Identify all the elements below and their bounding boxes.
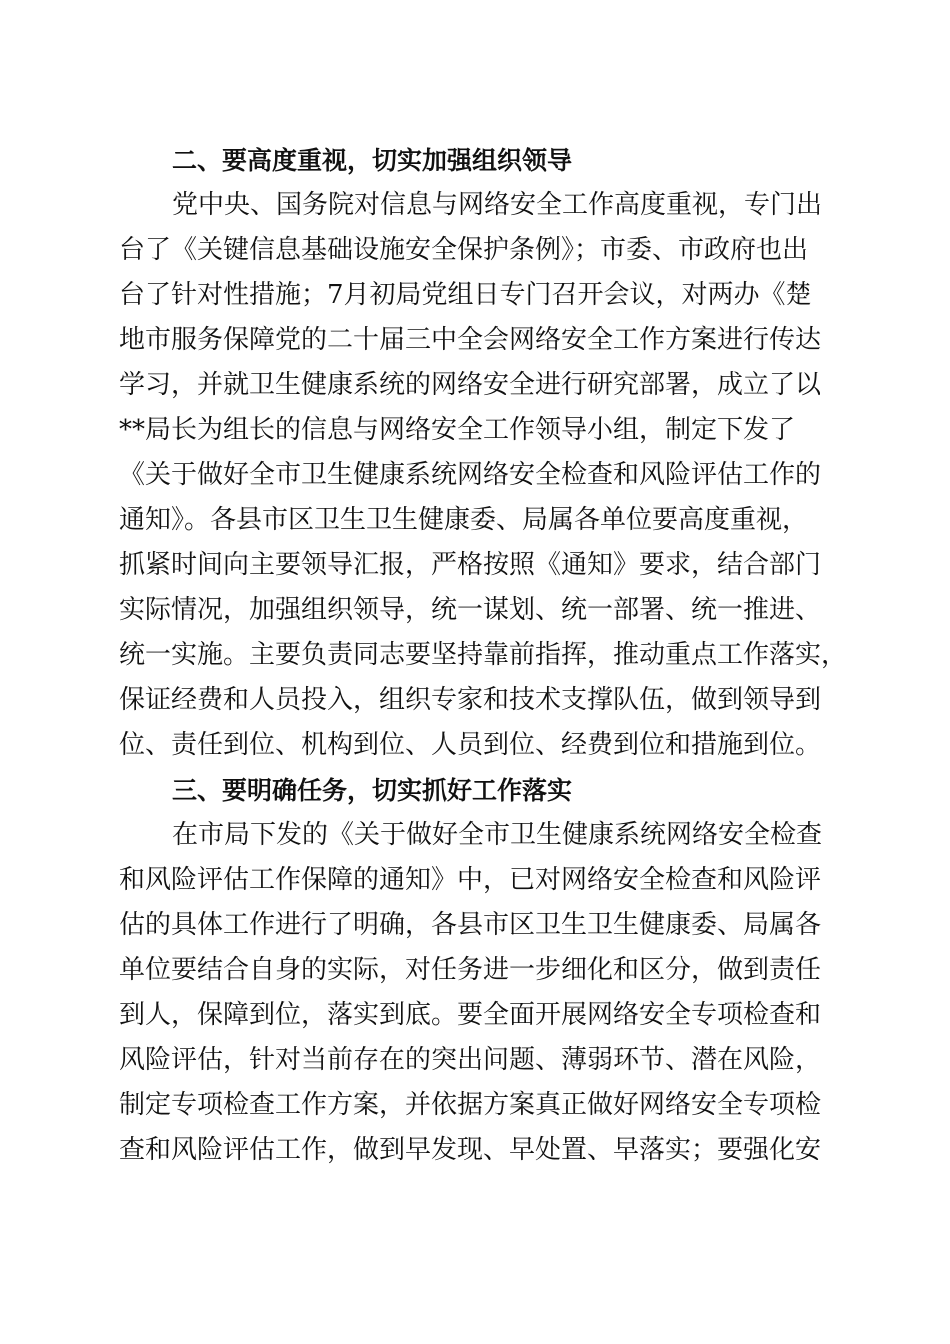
paragraph-line: 位、责任到位、机构到位、人员到位、经费到位和措施到位。: [119, 730, 822, 760]
paragraph-line: 实际情况，加强组织领导，统一谋划、统一部署、统一推进、: [119, 595, 822, 625]
paragraph-line: 党中央、国务院对信息与网络安全工作高度重视，专门出: [172, 190, 823, 220]
paragraph-line: 和风险评估工作保障的通知》中，已对网络安全检查和风险评: [119, 865, 822, 895]
paragraph-line: 台了针对性措施；7月初局党组日专门召开会议，对两办《楚: [119, 280, 812, 310]
paragraph-line: 到人，保障到位，落实到底。要全面开展网络安全专项检查和: [119, 1000, 822, 1030]
paragraph-line: 《关于做好全市卫生健康系统网络安全检查和风险评估工作的: [119, 460, 822, 490]
section-heading: 二、要高度重视，切实加强组织领导: [172, 146, 573, 175]
paragraph-line: 保证经费和人员投入，组织专家和技术支撑队伍，做到领导到: [119, 685, 822, 715]
paragraph-line: 台了《关键信息基础设施安全保护条例》；市委、市政府也出: [119, 235, 809, 265]
paragraph-line: 查和风险评估工作，做到早发现、早处置、早落实；要强化安: [119, 1135, 822, 1165]
paragraph-line: 在市局下发的《关于做好全市卫生健康系统网络安全检查: [172, 820, 823, 850]
paragraph-line: 单位要结合自身的实际，对任务进一步细化和区分，做到责任: [119, 955, 822, 985]
paragraph-line: 学习，并就卫生健康系统的网络安全进行研究部署，成立了以: [119, 370, 822, 400]
paragraph-line: 风险评估，针对当前存在的突出问题、薄弱环节、潜在风险，: [119, 1045, 822, 1075]
paragraph-line: 地市服务保障党的二十届三中全会网络安全工作方案进行传达: [119, 325, 822, 355]
paragraph-line: 估的具体工作进行了明确，各县市区卫生卫生健康委、局属各: [119, 910, 822, 940]
paragraph-line: 抓紧时间向主要领导汇报，严格按照《通知》要求，结合部门: [119, 550, 822, 580]
paragraph-line: **局长为组长的信息与网络安全工作领导小组，制定下发了: [119, 415, 796, 445]
paragraph-line: 统一实施。主要负责同志要坚持靠前指挥，推动重点工作落实，: [119, 640, 848, 670]
paragraph-line: 通知》。各县市区卫生卫生健康委、局属各单位要高度重视，: [119, 505, 809, 535]
paragraph-line: 制定专项检查工作方案，并依据方案真正做好网络安全专项检: [119, 1090, 822, 1120]
section-heading: 三、要明确任务，切实抓好工作落实: [172, 776, 573, 805]
